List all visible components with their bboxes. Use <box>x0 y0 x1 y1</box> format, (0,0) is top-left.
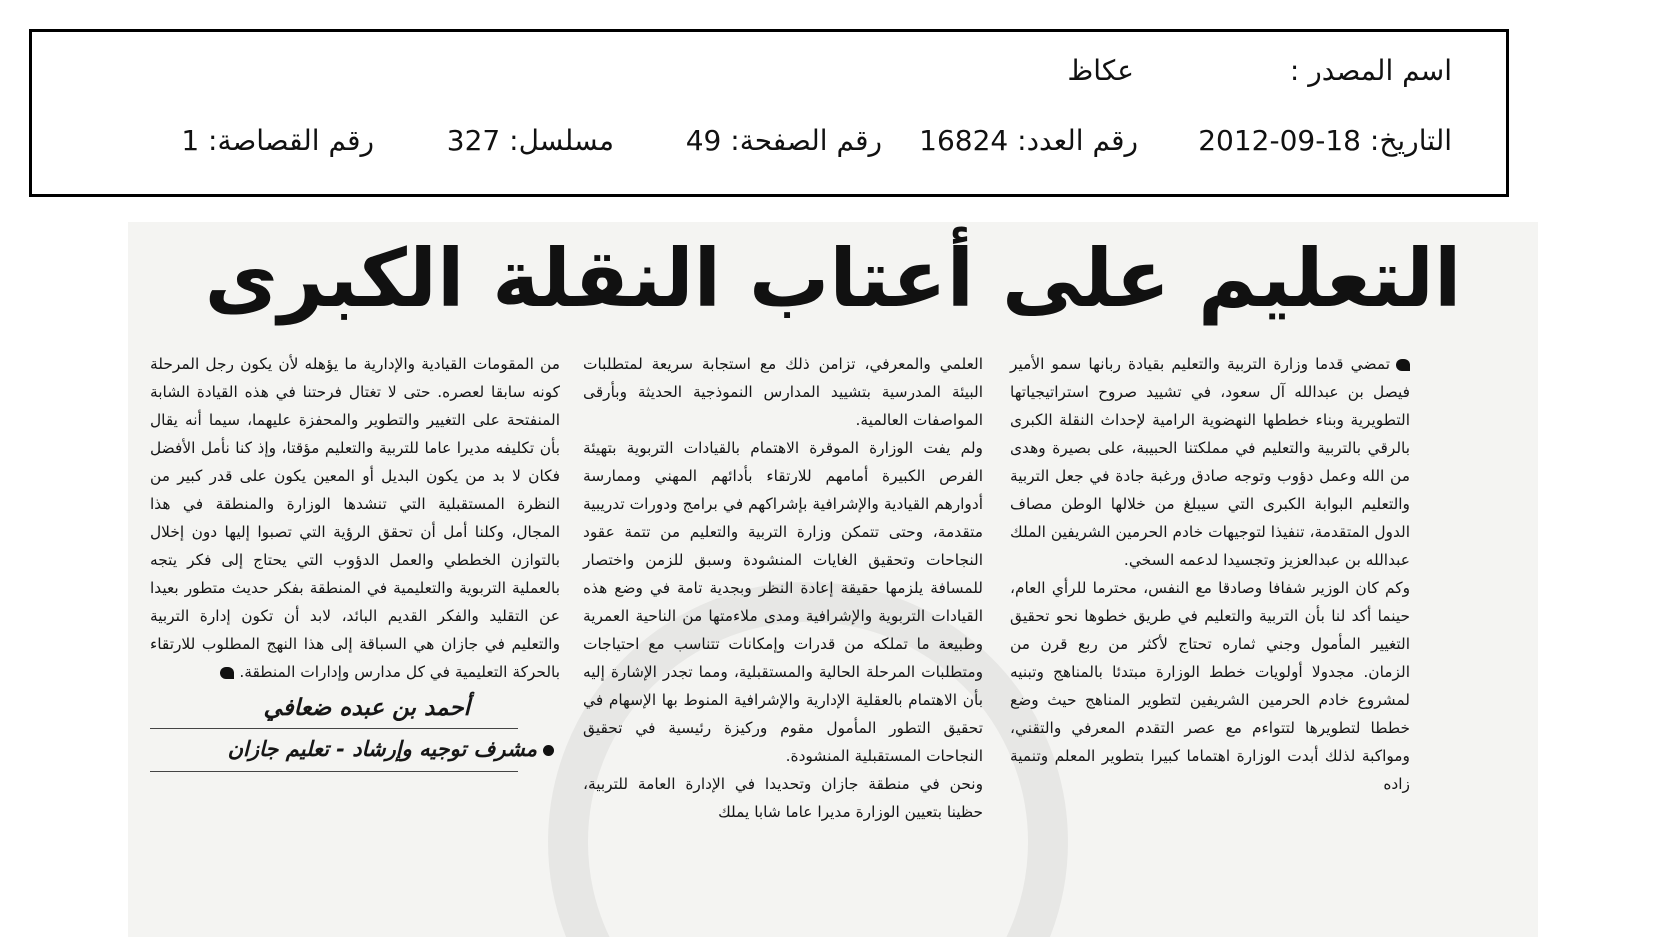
paragraph: ونحن في منطقة جازان وتحديدا في الإدارة العامة للتربية، حظينا بتعيين الوزارة مديرا عاما شابا يملك <box>583 775 983 821</box>
start-marker-icon <box>1396 359 1410 371</box>
article-column-right <box>1010 350 1410 798</box>
paragraph: تمضي قدما وزارة التربية والتعليم بقيادة ربانها سمو الأمير فيصل بن عبدالله آل سعود، في تشييد صروح استراتيجياتها التطويرية وبناء خططها النهضوية الرامية لإحداث النقلة الكبرى بالرقي بالتربية والتعليم في مملكتنا الحبيبة، على بصيرة وهدى من الله وعمل دؤوب وتوجه صادق ورغبة جادة في جعل التربية والتعليم البوابة الكبرى التي سيبلغ من خلالها الوطن مصاف الدول المتقدمة، تنفيذا لتوجيهات خادم الحرمين الشريفين الملك عبدالله بن عبدالعزيز وتجسيدا لدعمه السخي. <box>1010 355 1410 569</box>
end-marker-icon <box>220 667 234 679</box>
article-title: التعليم على أعتاب النقلة الكبرى <box>204 232 1462 325</box>
divider <box>150 728 518 729</box>
clip-number: رقم القصاصة: 1 <box>181 124 374 157</box>
source-value: عكاظ <box>1067 54 1134 87</box>
article-column-middle <box>583 350 983 826</box>
author-role: مشرف توجيه وإرشاد - تعليم جازان <box>150 735 560 771</box>
newspaper-clipping <box>128 222 1538 937</box>
source-label: اسم المصدر : <box>1289 54 1452 87</box>
paragraph: وكم كان الوزير شفافا وصادقا مع النفس، محترما للرأي العام، حينما أكد لنا بأن التربية والتعليم في طريق خطوها نحو تحقيق التغيير المأمول وجني ثماره تحتاج لأكثر من ربع قرن من الزمان. مجدولا أولويات خطط الوزارة مبتدئا بالمناهج وتبنيه لمشروع خادم الحرمين الشريفين لتطوير المناهج حيث وضع خططا لتطويرها لتتواءم مع عصر التقدم المعرفي والتقني، ومواكبة لذلك أبدت الوزارة اهتماما كبيرا بتطوير المعلم وتنمية زاده <box>1010 579 1410 793</box>
author-name: أحمد بن عبده ضعافي <box>263 695 470 721</box>
paragraph: ولم يفت الوزارة الموقرة الاهتمام بالقيادات التربوية بتهيئة الفرص الكبيرة أمامهم للارتقاء بأدائهم المهني وممارسة أدوارهم القيادية والإشرافية بإشراكهم في برامج ودورات تدريبية متقدمة، وحتى تتمكن وزارة التربية والتعليم من تتمة عقود النجاحات وتحقيق الغايات المنشودة وسبق للزمن واختصار للمسافة يلزمها حقيقة إعادة النظر وبجدية تامة في وضع هذه القيادات التربوية والإشرافية ومدى ملاءمتها من الناحية العمرية وطبيعة ما تملكه من قدرات وإمكانات تتناسب مع احتياجات ومتطلبات المرحلة الحالية والمستقبلية، ومما تجدر الإشارة إليه بأن الاهتمام بالعقلية الإدارية والإشرافية المنوط بها الإسهام في تحقيق التطور المأمول مقوم وركيزة رئيسية في تحقيق النجاحات المستقبلية المنشودة. <box>583 439 983 765</box>
paragraph: العلمي والمعرفي، تزامن ذلك مع استجابة سريعة لمتطلبات البيئة المدرسية بتشييد المدارس النموذجية الحديثة وبأرقى المواصفات العالمية. <box>583 355 983 429</box>
divider <box>150 771 518 772</box>
bullet-dot-icon <box>543 745 554 756</box>
article-column-left <box>150 350 560 772</box>
page-number: رقم الصفحة: 49 <box>685 124 882 157</box>
issue-number: رقم العدد: 16824 <box>919 124 1138 157</box>
paragraph: من المقومات القيادية والإدارية ما يؤهله لأن يكون رجل المرحلة كونه سابقا لعصره. حتى لا تغتال فرحتنا في هذه القيادة الشابة المنفتحة على التغيير والتطوير والمحفزة عليهما، سيما أنه يقال بأن تكليفه مديرا عاما للتربية والتعليم مؤقتا، وإذ كنا نأمل الأفضل فكان لا بد من يكون البديل أو المعين يكون على قدر كبير من النظرة المستقبلية التي تنشدها الوزارة والمنطقة في هذا المجال، وكلنا أمل أن تحقق الرؤية التي تصبوا إليها دون إخلال بالتوازن الخططي والعمل الدؤوب التي يحتاج إلى فكر يتجه بالعملية التربوية والتعليمية في المنطقة بفكر حديث متطور بعيدا عن التقليد والفكر القديم البائد، لابد أن تكون إدارة التربية والتعليم في جازان هي السباقة إلى هذا النهج المطلوب للارتقاء بالحركة التعليمية في كل مدارس وإدارات المنطقة. <box>150 355 560 681</box>
serial-number: مسلسل: 327 <box>446 124 614 157</box>
source-info-box <box>29 29 1509 197</box>
date-field: التاريخ: 18-09-2012 <box>1198 124 1452 157</box>
